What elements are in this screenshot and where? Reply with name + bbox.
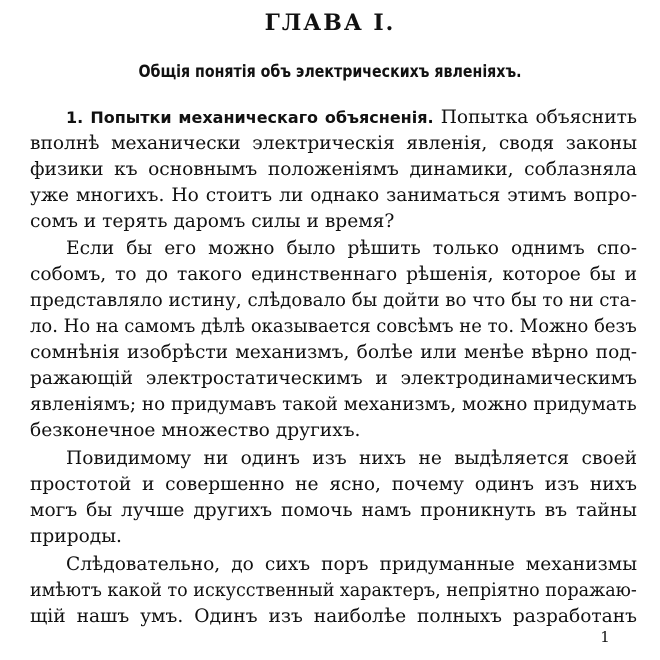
chapter-heading: ГЛАВА I. [264,10,396,36]
text-line: ражающій электростатическимъ и электродинамическимъ [30,368,637,389]
text-line: природы. [30,526,122,547]
text-line: щій нашъ умъ. Одинъ изъ наиболѣе полныхъ разработанъ [30,606,637,627]
text-line: сомнѣнія изобрѣсти механизмъ, болѣе или менѣе вѣрно под- [30,342,637,363]
text-line: явленіямъ; но придумавъ такой механизмъ, можно придумать [30,394,637,415]
section-first-line-text: Попытка объяснить [440,107,637,128]
section-first-line [66,105,637,131]
chapter-subtitle: Общія понятія объ электрическихъ явленіяхъ. [138,62,522,81]
text-line: ло. Но на самомъ дѣлѣ оказывается совсѣмъ не то. Можно безъ [30,316,637,337]
text-line: собомъ, то до такого единственнаго рѣшенія, которое бы и [30,264,637,285]
text-line: уже многихъ. Но стоитъ ли однако заниматься этимъ вопро- [30,185,637,206]
text-line: представляло истину, слѣдовало бы дойти во что бы то ни ста- [30,290,637,311]
text-line: Повидимому ни одинъ изъ нихъ не выдѣляется своей [66,448,637,469]
text-line: вполнѣ механически электрическія явленія, сводя законы [30,133,637,154]
text-line: безконечное множество другихъ. [30,420,361,441]
text-line: простотой и совершенно не ясно, почему одинъ изъ нихъ [30,474,637,495]
section-title: Попытки механическаго объясненія. [90,108,434,127]
text-line: Слѣдовательно, до сихъ поръ придуманные механизмы [66,554,637,575]
text-line: сомъ и терять даромъ силы и время? [30,211,395,232]
text-line: имѣютъ какой то искусственный характеръ, непріятно поражаю- [30,580,637,601]
page-number: 1 [600,628,610,646]
text-line: могъ бы лучше другихъ помочь намъ проникнуть въ тайны [30,500,637,521]
text-line: Если бы его можно было рѣшить только однимъ спо- [66,238,637,259]
section-number: 1. [66,108,84,127]
text-line: физики къ основнымъ положеніямъ динамики, соблазняла [30,159,637,180]
